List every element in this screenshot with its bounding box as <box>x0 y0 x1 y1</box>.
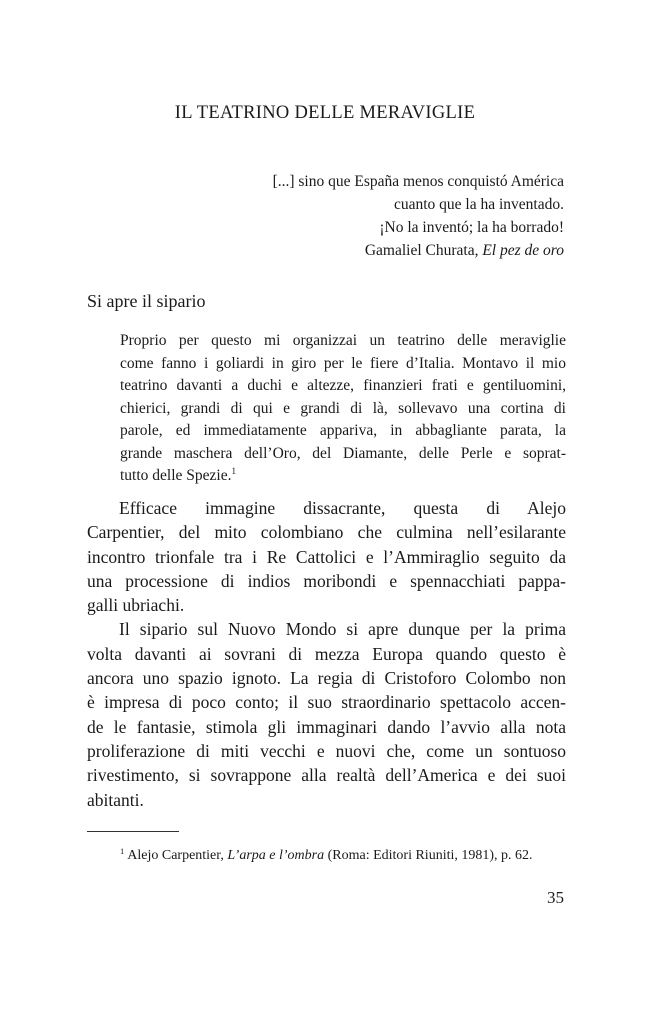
body-line: Carpentier, del mito colombiano che culmina nell’esilarante <box>87 522 566 543</box>
body-line: è impresa di poco conto; il suo straordinario spettacolo accen- <box>87 692 566 713</box>
footnote <box>120 848 566 864</box>
body-line: proliferazione di miti vecchi e nuovi che, come un sontuoso <box>87 740 566 761</box>
body-line: rivestimento, si sovrappone alla realtà dell’America e dei suoi <box>87 765 566 786</box>
footnote-reference[interactable]: 1 <box>231 466 236 476</box>
body-line: una processione di indios moribondi e spennacchiati pappa- <box>87 570 566 591</box>
quote-line: teatrino davanti a duchi e altezze, finanzieri frati e gentiluomini, <box>120 377 566 394</box>
footnote-work: L’arpa e l’ombra <box>227 848 325 863</box>
body-line: galli ubriachi. <box>87 595 185 616</box>
body-line: Efficace immagine dissacrante, questa di Alejo <box>119 498 566 518</box>
epigraph-line: cuanto que la ha inventado. <box>393 196 564 213</box>
footnote-divider <box>87 831 179 832</box>
body-line: ancora uno spazio ignoto. La regia di Cristoforo Colombo non <box>87 668 566 689</box>
epigraph-work: El pez de oro <box>482 242 564 259</box>
body-line: incontro trionfale tra i Re Cattolici e l’Ammiraglio seguito da <box>87 546 566 567</box>
epigraph-attribution <box>144 239 564 262</box>
footnote-number: 1 <box>120 846 125 856</box>
epigraph-line: ¡No la inventó; la ha borrado! <box>379 219 564 236</box>
body-line: volta davanti ai sovrani di mezza Europa quando questo è <box>87 643 566 664</box>
quote-line: Proprio per questo mi organizzai un teatrino delle meraviglie <box>120 332 566 349</box>
body-line: abitanti. <box>87 789 144 810</box>
quote-line: come fanno i goliardi in giro per le fiere d’Italia. Montavo il mio <box>120 354 566 372</box>
footnote-citation: (Roma: Editori Riuniti, 1981), p. 62. <box>327 848 533 863</box>
footnote-author: Alejo Carpentier, <box>127 848 224 863</box>
section-heading: Si apre il sipario <box>87 291 206 311</box>
quote-line: chierici, grandi di qui e grandi di là, sollevavo una cortina di <box>120 399 566 417</box>
epigraph-author: Gamaliel Churata, <box>364 242 479 259</box>
body-line: Il sipario sul Nuovo Mondo si apre dunque per la prima <box>119 619 566 640</box>
body-line: de le fantasie, stimola gli immaginari dando l’avvio alla nota <box>87 716 566 737</box>
epigraph-line: [...] sino que España menos conquistó América <box>272 173 564 190</box>
quote-line: tutto delle Spezie. <box>120 467 232 484</box>
epigraph <box>144 170 564 262</box>
block-quote <box>120 330 566 488</box>
quote-line: parole, ed immediatamente appariva, in abbagliante parata, la <box>120 422 566 439</box>
quote-line: grande maschera dell’Oro, del Diamante, delle Perle e soprat- <box>120 444 566 462</box>
chapter-title: IL TEATRINO DELLE MERAVIGLIE <box>174 103 476 123</box>
body-text <box>87 496 566 812</box>
quote-line-last <box>120 465 566 488</box>
page-number: 35 <box>547 888 564 907</box>
